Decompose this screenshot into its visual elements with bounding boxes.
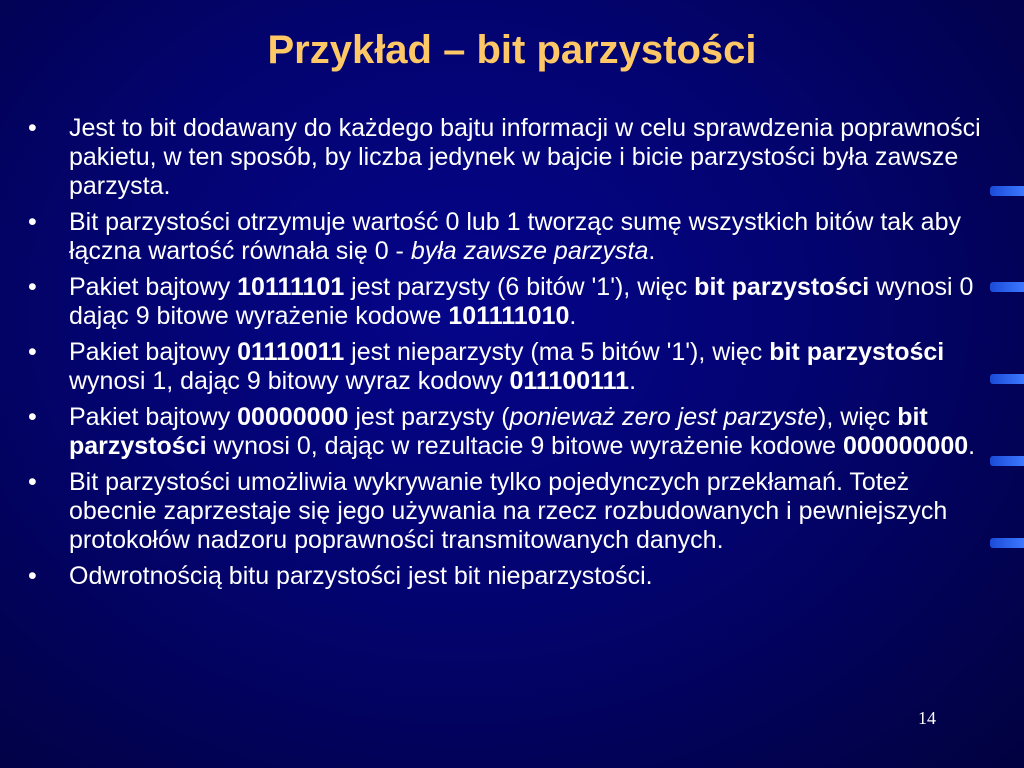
bullet-item [28,338,1003,396]
bullet-item [28,114,1003,201]
bullet-text: wynosi 1, dając 9 bitowy wyraz kodowy [69,367,510,395]
bullet-item [28,562,1003,591]
bullet-marker: • [28,562,37,590]
bullet-text: 01110011 [237,338,345,366]
bullet-text: wynosi 0, dając w rezultacie 9 bitowe wyrażenie kodowe [206,432,843,460]
bullet-text: bit parzystości [769,338,945,366]
bullet-text: Pakiet bajtowy [69,338,238,366]
bullet-text: była zawsze parzysta [410,237,649,265]
bullet-text: ), więc [818,403,898,431]
bullet-text: 000000000 [843,432,969,460]
bullet-text: 00000000 [237,403,349,431]
bullet-item [28,403,1003,461]
bullet-text: . [629,367,637,395]
bullet-marker: • [28,338,37,366]
page-number: 14 [918,708,936,728]
bullet-text: Bit parzystości otrzymuje wartość 0 lub 1 tworząc sumę wszystkich bitów tak aby łączna wartość równała się 0 - [69,208,961,265]
slide-title: Przykład – bit parzystości [267,28,757,72]
bullet-text: 011100111 [509,367,630,395]
bullet-text: Pakiet bajtowy [69,273,238,301]
bullet-text: Jest to bit dodawany do każdego bajtu informacji w celu sprawdzenia poprawności pakietu, w ten sposób, by liczba jedynek w bajcie i bicie parzystości była zawsze parzysta. [69,114,981,200]
bullet-text: Bit parzystości umożliwia wykrywanie tylko pojedynczych przekłamań. Toteż obecnie zaprzestaje się jego używania na rzecz rozbudowanych i pewniejszych protokołów nadzoru poprawności transmitowanych danych. [69,468,948,554]
bullet-marker: • [28,403,37,431]
bullet-text: bit parzystości [69,403,928,460]
bullet-marker: • [28,468,37,496]
bullet-text: jest nieparzysty (ma 5 bitów '1'), więc [344,338,770,366]
bullet-text: wynosi 0 dając 9 bitowe wyrażenie kodowe [69,273,974,330]
bullet-text: jest parzysty (6 bitów '1'), więc [344,273,695,301]
bullet-marker: • [28,273,37,301]
bullet-text: jest parzysty ( [348,403,510,431]
bullet-text: Pakiet bajtowy [69,403,238,431]
bullet-text: bit parzystości [694,273,870,301]
bullet-item [28,208,1003,266]
decorative-stripe [990,456,1024,466]
decorative-stripe [990,186,1024,196]
bullet-text: . [569,302,577,330]
bullet-item [28,273,1003,331]
bullet-text: 10111101 [237,273,345,301]
bullet-text: 101111010 [448,302,570,330]
bullet-text: . [968,432,976,460]
bullet-text: ponieważ zero jest parzyste [509,403,819,431]
bullet-marker: • [28,114,37,142]
bullet-text: . [648,237,656,265]
bullet-text: Odwrotnością bitu parzystości jest bit nieparzystości. [69,562,653,590]
decorative-stripe [990,538,1024,548]
bullet-list [28,114,1003,598]
decorative-stripe [990,374,1024,384]
bullet-item [28,468,1003,555]
decorative-stripe [990,282,1024,292]
bullet-marker: • [28,208,37,236]
